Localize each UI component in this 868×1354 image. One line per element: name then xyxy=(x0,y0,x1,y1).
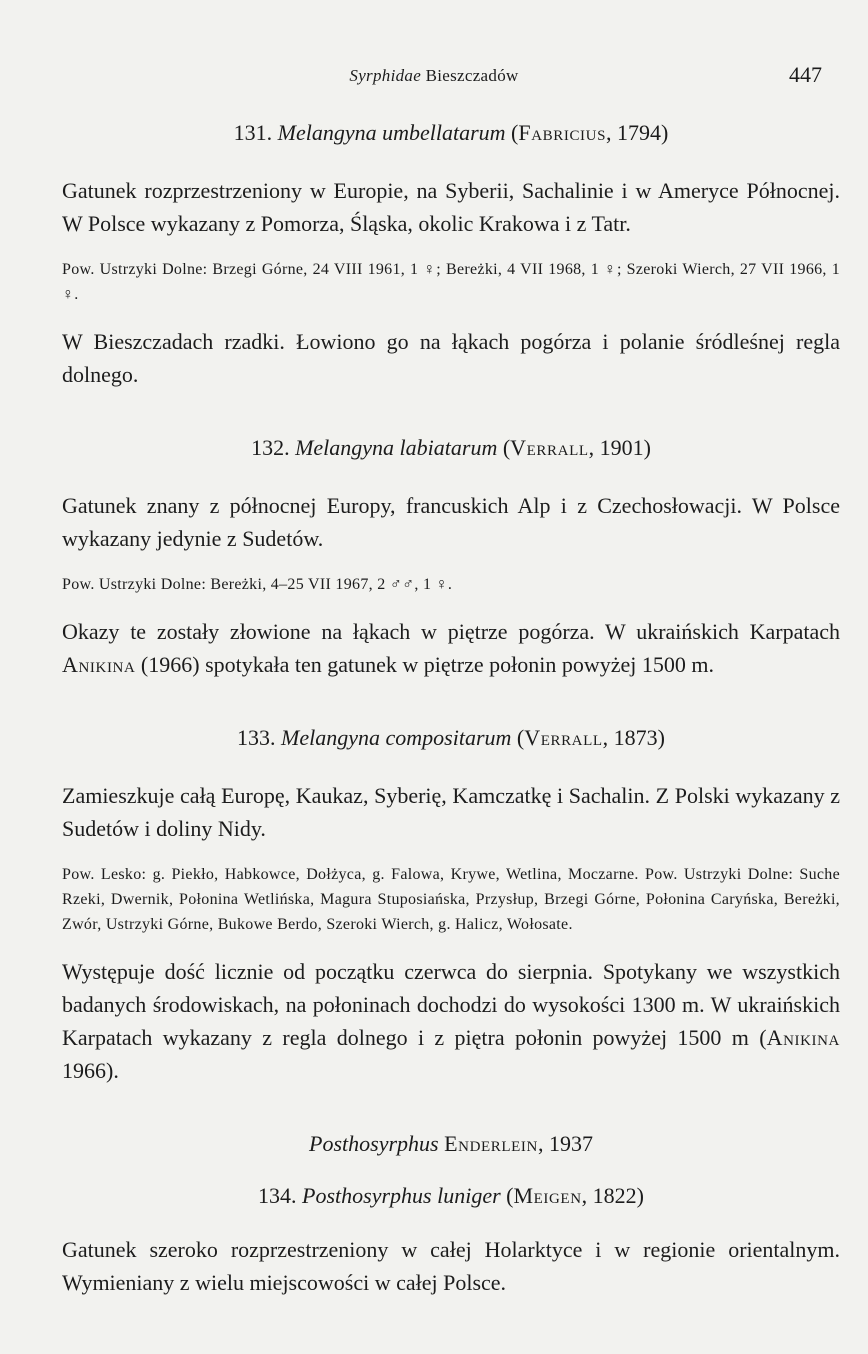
running-title xyxy=(0,66,868,86)
cited-author: Anikina xyxy=(62,652,136,677)
species-name: Melangyna labiatarum xyxy=(295,435,498,460)
genus-heading xyxy=(62,1129,840,1159)
running-header xyxy=(0,62,868,92)
page-number: 447 xyxy=(789,62,822,87)
species-number: 134. xyxy=(258,1183,297,1208)
species-author: (Fabricius, 1794) xyxy=(511,120,669,145)
species-author: (Verrall, 1901) xyxy=(502,435,651,460)
species-distribution-134: Gatunek szeroko rozprzestrzeniony w całej Holarktyce i w regionie orientalnym. Wymieniany z wielu miejscowości w całej Polsce. xyxy=(62,1237,840,1295)
genus-year: , 1937 xyxy=(537,1131,593,1156)
running-title-region: Bieszczadów xyxy=(421,66,519,85)
species-name: Melangyna umbellatarum xyxy=(277,120,506,145)
species-heading-133 xyxy=(62,723,840,753)
species-distribution-132: Gatunek znany z północnej Europy, francuskich Alp i z Czechosłowacji. W Polsce wykazany jedynie z Sudetów. xyxy=(62,493,840,551)
species-localities-133: Pow. Lesko: g. Piekło, Habkowce, Dołżyca, g. Falowa, Krywe, Wetlina, Moczarne. Pow. Ustrzyki Dolne: Suche Rzeki, Dwernik, Połonina Wetlińska, Magura Stuposiańska, Przysłup, Brzegi Górne, Połonina Caryńska, Bereżki, Zwór, Ustrzyki Górne, Bukowe Berdo, Szeroki Wierch, g. Halicz, Wołosate. xyxy=(62,866,840,933)
genus-author: Enderlein xyxy=(444,1131,538,1156)
species-name: Melangyna compositarum xyxy=(281,725,512,750)
species-notes-131: W Bieszczadach rzadki. Łowiono go na łąkach pogórza i polanie śródleśnej regla dolnego. xyxy=(62,329,840,387)
species-author: (Meigen, 1822) xyxy=(506,1183,644,1208)
species-distribution-133: Zamieszkuje całą Europę, Kaukaz, Syberię, Kamczatkę i Sachalin. Z Polski wykazany z Sudetów i doliny Nidy. xyxy=(62,783,840,841)
species-heading-131 xyxy=(62,118,840,148)
species-name: Posthosyrphus luniger xyxy=(302,1183,501,1208)
species-localities-131: Pow. Ustrzyki Dolne: Brzegi Górne, 24 VIII 1961, 1 ♀; Bereżki, 4 VII 1968, 1 ♀; Szeroki Wierch, 27 VII 1966, 1 ♀. xyxy=(62,261,840,303)
species-number: 132. xyxy=(251,435,290,460)
species-number: 131. xyxy=(233,120,273,145)
running-title-family: Syrphidae xyxy=(349,66,422,85)
species-heading-132 xyxy=(62,433,840,463)
cited-author: Anikina xyxy=(766,1025,840,1050)
species-author: (Verrall, 1873) xyxy=(516,725,665,750)
species-localities-132: Pow. Ustrzyki Dolne: Bereżki, 4–25 VII 1967, 2 ♂♂, 1 ♀. xyxy=(62,576,453,593)
genus-name: Posthosyrphus xyxy=(309,1131,439,1156)
species-distribution-131: Gatunek rozprzestrzeniony w Europie, na Syberii, Sachalinie i w Ameryce Północnej. W Polsce wykazany z Pomorza, Śląska, okolic Krakowa i z Tatr. xyxy=(62,178,840,236)
page-body xyxy=(62,118,840,1299)
species-notes-133: Występuje dość licznie od początku czerwca do sierpnia. Spotykany we wszystkich badanych środowiskach, na połoninach dochodzi do wysokości 1300 m. W ukraińskich Karpatach wykazany z regla dolnego i z piętra połonin powyżej 1500 m (Anikina 1966). xyxy=(62,959,840,1083)
species-notes-132: Okazy te zostały złowione na łąkach w piętrze pogórza. W ukraińskich Karpatach Anikina (1966) spotykała ten gatunek w piętrze połonin powyżej 1500 m. xyxy=(62,619,840,677)
species-number: 133. xyxy=(237,725,276,750)
species-heading-134 xyxy=(62,1181,840,1211)
